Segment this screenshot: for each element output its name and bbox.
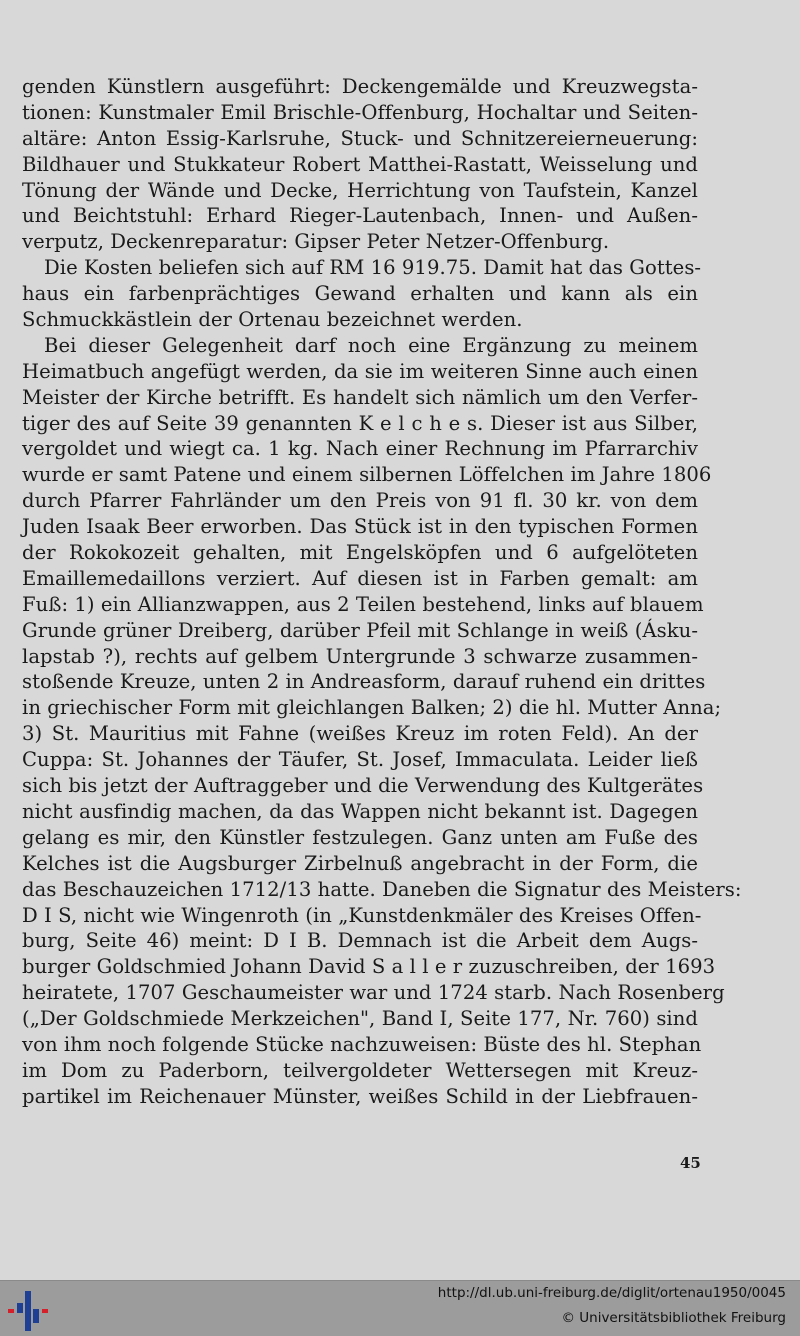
text-line: Emaillemedaillons verziert. Auf diesen ist in Farben gemalt: am [22,566,698,590]
text-line: Tönung der Wände und Decke, Herrichtung von Taufstein, Kanzel [22,178,698,202]
text-line: Grunde grüner Dreiberg, darüber Pfeil mit Schlange in weiß (Ásku- [22,618,698,642]
footer-divider [0,1280,800,1281]
text-line: stoßende Kreuze, unten 2 in Andreasform, darauf ruhend ein drittes [22,670,706,694]
text-line: partikel im Reichenauer Münster, weißes Schild in der Liebfrauen- [22,1084,698,1108]
text-line: Cuppa: St. Johannes der Täufer, St. Josef, Immaculata. Leider ließ [22,748,698,772]
text-line: verputz, Deckenreparatur: Gipser Peter Netzer-Offenburg. [22,230,610,254]
text-line: Meister der Kirche betrifft. Es handelt sich nämlich um den Verfer- [22,385,698,409]
text-line: Kelches ist die Augsburger Zirbelnuß angebracht in der Form, die [22,851,698,875]
text-line: von ihm noch folgende Stücke nachzuweisen: Büste des hl. Stephan [22,1032,702,1056]
text-line: tiger des auf Seite 39 genannten K e l c h e s. Dieser ist aus Silber, [22,411,698,435]
text-line: Fuß: 1) ein Allianzwappen, aus 2 Teilen bestehend, links auf blauem [22,592,704,616]
text-line: sich bis jetzt der Auftraggeber und die Verwendung des Kultgerätes [22,774,704,798]
text-line: Schmuckkästlein der Ortenau bezeichnet werden. [22,308,523,332]
text-line: vergoldet und wiegt ca. 1 kg. Nach einer Rechnung im Pfarrarchiv [22,437,698,461]
text-line: 3) St. Mauritius mit Fahne (weißes Kreuz im roten Feld). An der [22,722,698,746]
text-line: durch Pfarrer Fahrländer um den Preis von 91 fl. 30 kr. von dem [22,489,698,513]
text-line: Die Kosten beliefen sich auf RM 16 919.75. Damit hat das Gottes- [44,256,702,280]
text-line: D I S, nicht wie Wingenroth (in „Kunstdenkmäler des Kreises Offen- [22,903,702,927]
text-line: Juden Isaak Beer erworben. Das Stück ist in den typischen Formen [22,515,698,539]
text-line: Bei dieser Gelegenheit darf noch eine Ergänzung zu meinem [44,333,698,357]
text-line: genden Künstlern ausgeführt: Deckengemälde und Kreuzwegsta- [22,75,698,98]
text-line: gelang es mir, den Künstler festzulegen. Ganz unten am Fuße des [22,825,698,849]
text-line: lapstab ?), rechts auf gelbem Untergrunde 3 schwarze zusammen- [22,644,698,668]
copyright-notice: © Universitätsbibliothek Freiburg [561,1310,786,1326]
text-line: das Beschauzeichen 1712/13 hatte. Daneben die Signatur des Meisters: [22,877,742,901]
text-line: altäre: Anton Essig-Karlsruhe, Stuck- und Schnitzereierneuerung: [22,126,698,150]
text-line: burger Goldschmied Johann David S a l l e r zuzuschreiben, der 1693 [22,955,716,979]
text-line: und Beichtstuhl: Erhard Rieger-Lautenbach, Innen- und Außen- [22,204,698,228]
text-line: burg, Seite 46) meint: D I B. Demnach ist die Arbeit dem Augs- [22,929,698,953]
text-line: Bildhauer und Stukkateur Robert Matthei-Rastatt, Weisselung und [22,152,698,176]
text-line: haus ein farbenprächtiges Gewand erhalten und kann als ein [22,282,698,306]
text-line: („Der Goldschmiede Merkzeichen", Band I, Seite 177, Nr. 760) sind [22,1007,698,1031]
text-line: in griechischer Form mit gleichlangen Balken; 2) die hl. Mutter Anna; [22,696,722,720]
text-line: nicht ausfindig machen, da das Wappen nicht bekannt ist. Dagegen [22,799,698,823]
text-line: im Dom zu Paderborn, teilvergoldeter Wettersegen mit Kreuz- [22,1058,698,1082]
text-line: der Rokokozeit gehalten, mit Engelsköpfen und 6 aufgelöteten [22,541,698,565]
text-line: tionen: Kunstmaler Emil Brischle-Offenburg, Hochaltar und Seiten- [22,100,698,124]
permalink-url[interactable]: http://dl.ub.uni-freiburg.de/diglit/ortenau1950/0045 [437,1285,786,1301]
page-number: 45 [680,1154,701,1172]
ub-freiburg-logo-icon[interactable] [8,1289,52,1333]
text-line: Heimatbuch angefügt werden, da sie im weiteren Sinne auch einen [22,359,698,383]
body-text [22,74,742,1110]
text-line: wurde er samt Patene und einem silbernen Löffelchen im Jahre 1806 [22,463,712,487]
text-line: heiratete, 1707 Geschaumeister war und 1724 starb. Nach Rosenberg [22,981,725,1005]
